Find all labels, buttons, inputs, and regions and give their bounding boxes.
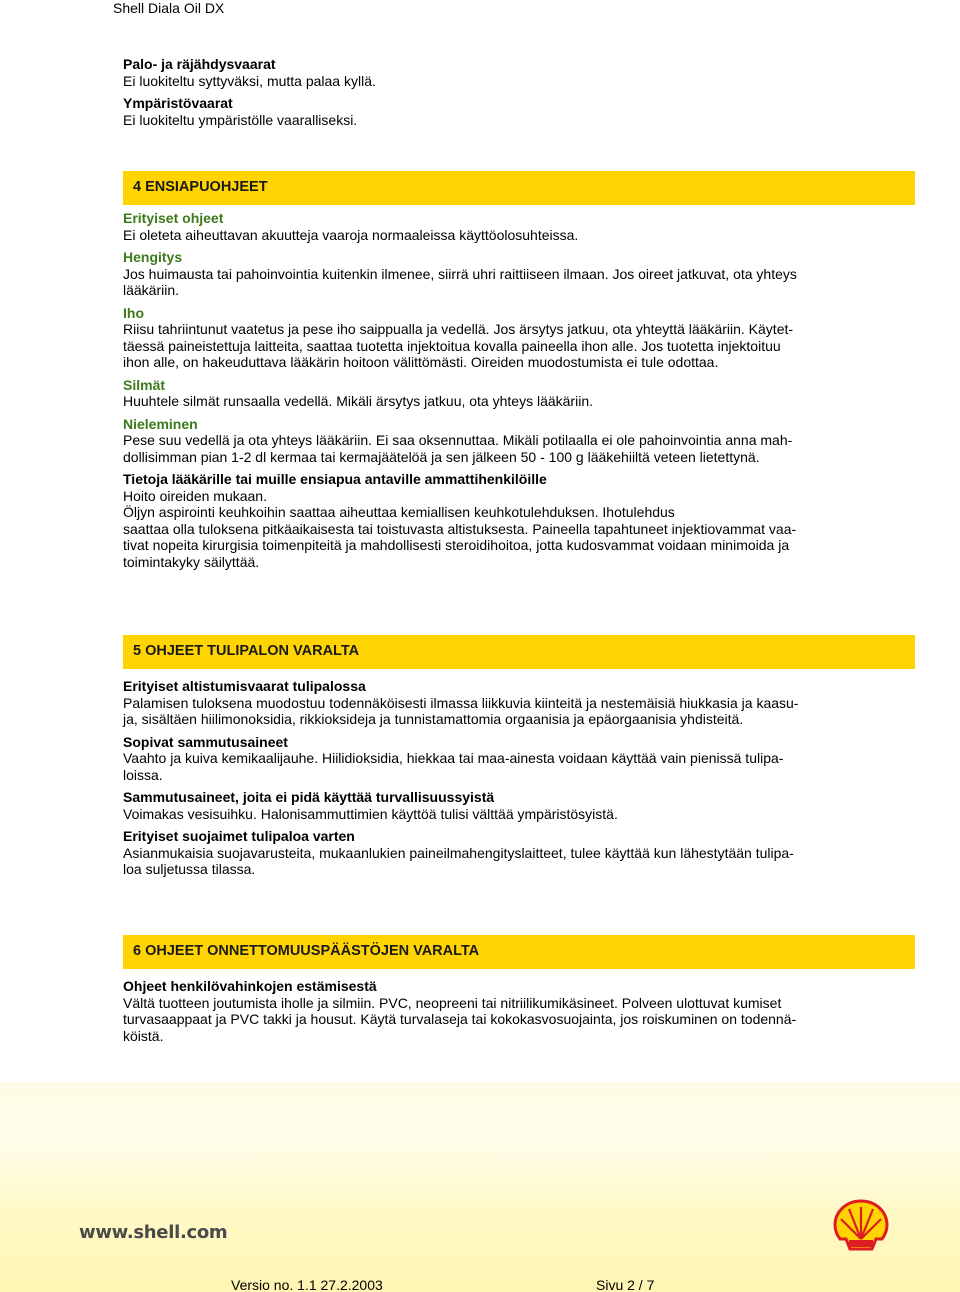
page-number: Sivu 2 / 7 — [596, 1277, 655, 1292]
section-title: 4 ENSIAPUOHJEET — [133, 179, 268, 195]
block-ingestion — [123, 416, 913, 466]
block-text: köistä. — [123, 1027, 164, 1044]
block-personal-precautions — [123, 978, 913, 1044]
block-inhalation — [123, 249, 913, 299]
block-fire-exposure — [123, 678, 913, 728]
block-heading: Sopivat sammutusaineet — [123, 733, 288, 750]
version-info: Versio no. 1.1 27.2.2003 — [231, 1277, 383, 1292]
section-title: 6 OHJEET ONNETTOMUUSPÄÄSTÖJEN VARALTA — [133, 943, 480, 959]
block-text: toimintakyky säilyttää. — [123, 553, 260, 570]
section-5-header — [123, 635, 915, 669]
block-text: dollisimman pian 1-2 dl kermaa tai kermajäätelöä ja sen jälkeen 50 - 100 g lääkehiiltä veteen lietettynä. — [123, 448, 760, 465]
block-extinguishing-media — [123, 734, 913, 784]
hazard-environment — [123, 95, 913, 128]
block-text: Hoito oireiden mukaan. — [123, 487, 267, 504]
block-text: ihon alle, on hakeuduttava lääkärin hoitoon välittömästi. Oireiden muodostumista ei tule odottaa. — [123, 354, 719, 370]
block-heading: Hengitys — [123, 249, 183, 265]
document-title: Shell Diala Oil DX — [113, 0, 225, 16]
block-heading: Ohjeet henkilövahinkojen estämisestä — [123, 978, 377, 994]
shell-website-link[interactable]: www.shell.com — [79, 1222, 228, 1243]
block-text: saattaa olla tuloksena pitkäaikaisesta tai toistuvasta altistuksesta. Paineella tapahtuneet injektiovammat vaa- — [123, 520, 797, 537]
shell-logo-icon — [832, 1199, 890, 1251]
section-6-content — [123, 978, 913, 1044]
footer-background — [0, 1082, 960, 1292]
intro-content — [123, 56, 913, 128]
section-5-content — [123, 678, 913, 878]
section-6-header — [123, 935, 915, 969]
block-heading: Nieleminen — [123, 415, 198, 432]
block-heading: Tietoja lääkärille tai muille ensiapua antaville ammattihenkilöille — [123, 471, 547, 487]
block-medical-info — [123, 471, 913, 570]
block-text: Ei oleteta aiheuttavan akuutteja vaaroja normaaleissa käyttöolosuhteissa. — [123, 226, 579, 243]
block-heading: Palo- ja räjähdysvaarat — [123, 56, 276, 72]
block-special-instructions — [123, 210, 913, 243]
block-text: Ei luokiteltu syttyväksi, mutta palaa kyllä. — [123, 72, 376, 89]
block-heading: Ympäristövaarat — [123, 95, 233, 111]
block-text: täessä paineistettuja laitteita, saattaa tuotetta injektoitua kovalla paineella ihon alle. Jos tuotetta injektoituu — [123, 337, 781, 354]
block-text: lääkäriin. — [123, 282, 180, 298]
section-title: 5 OHJEET TULIPALON VARALTA — [133, 643, 360, 659]
block-text: Ei luokiteltu ympäristölle vaaralliseksi. — [123, 111, 358, 128]
block-heading: Erityiset suojaimet tulipaloa varten — [123, 828, 355, 844]
section-4-content — [123, 210, 913, 570]
block-text: Pese suu vedellä ja ota yhteys lääkäriin. Ei saa oksennuttaa. Mikäli potilaalla ei ole pahoinvointia anna mah- — [123, 432, 793, 448]
block-text: loissa. — [123, 766, 163, 783]
block-text: Voimakas vesisuihku. Halonisammuttimien käyttöä tulisi välttää ympäristösyistä. — [123, 805, 618, 822]
hazard-fire — [123, 56, 913, 89]
section-4-header — [123, 171, 915, 205]
block-skin — [123, 305, 913, 371]
block-text: loa suljetussa tilassa. — [123, 861, 256, 877]
block-heading: Silmät — [123, 376, 166, 393]
block-text: tivat nopeita kirurgisia toimenpiteitä ja mahdollisesti steroidihoitoa, jotta kudosvammat voidaan minimoida ja — [123, 537, 790, 553]
block-text: Palamisen tuloksena muodostuu todennäköisesti ilmassa liikkuvia kiinteitä ja nestemäisiä hiukkasia ja kaasu- — [123, 694, 799, 711]
block-text: ja, sisältäen hiilimonoksidia, rikkioksideja ja tunnistamattomia orgaanisia ja epäorgaanisia yhdisteitä. — [123, 711, 744, 727]
block-heading: Erityiset ohjeet — [123, 210, 224, 226]
block-text: Jos huimausta tai pahoinvointia kuitenkin ilmenee, siirrä uhri raittiiseen ilmaan. Jos oireet jatkuvat, ota yhteys — [123, 265, 797, 282]
block-text: turvasaappaat ja PVC takki ja housut. Käytä turvalaseja tai kokokasvosuojainta, jos roiskuminen on todennä- — [123, 1011, 797, 1027]
block-text: Öljyn aspirointi keuhkoihin saattaa aiheuttaa kemiallisen keuhkotulehduksen. Ihotulehdus — [123, 504, 675, 520]
block-protective-equipment — [123, 828, 913, 878]
block-heading: Erityiset altistumisvaarat tulipalossa — [123, 678, 366, 694]
block-text: Riisu tahriintunut vaatetus ja pese iho saippualla ja vedellä. Jos ärsytys jatkuu, ota yhteyttä lääkäriin. Käytet- — [123, 321, 794, 337]
block-text: Vaahto ja kuiva kemikaalijauhe. Hiilidioksidia, hiekkaa tai maa-ainesta voidaan käyttää vain pienissä tulipa- — [123, 750, 784, 766]
block-heading: Iho — [123, 304, 144, 321]
block-eyes — [123, 377, 913, 410]
block-heading: Sammutusaineet, joita ei pidä käyttää turvallisuussyistä — [123, 789, 495, 805]
block-text: Asianmukaisia suojavarusteita, mukaanlukien paineilmahengityslaitteet, tulee käyttää kun lähestytään tulipa- — [123, 844, 794, 861]
block-text: Vältä tuotteen joutumista iholle ja silmiin. PVC, neopreeni tai nitriilikumikäsineet. Polveen ulottuvat kumiset — [123, 994, 782, 1011]
block-text: Huuhtele silmät runsaalla vedellä. Mikäli ärsytys jatkuu, ota yhteys lääkäriin. — [123, 393, 593, 409]
block-unsuitable-media — [123, 789, 913, 822]
